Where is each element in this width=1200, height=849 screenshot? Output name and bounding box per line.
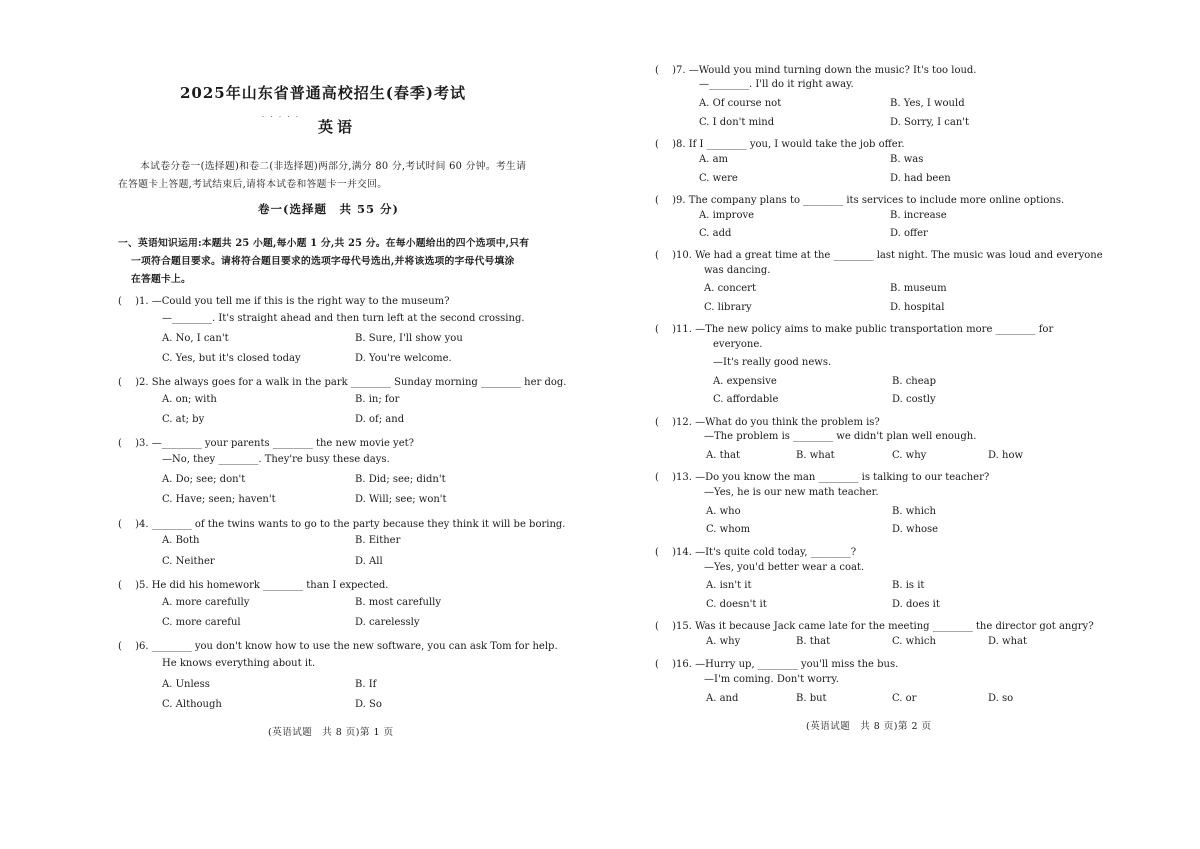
option-a[interactable]: A. am	[699, 154, 729, 165]
option-b[interactable]: B. If	[355, 679, 377, 690]
question-stem: ( )9. The company plans to ________ its services to include more online options.	[655, 195, 1065, 206]
option-b[interactable]: B. museum	[890, 283, 947, 294]
option-d[interactable]: D. had been	[890, 173, 951, 184]
option-d[interactable]: D. how	[988, 450, 1024, 461]
question-stem: —The problem is ________ we didn't plan well enough.	[704, 431, 977, 442]
option-b[interactable]: B. Yes, I would	[890, 98, 965, 109]
question-stem: ( )4. ________ of the twins wants to go to the party because they think it will be boring.	[118, 519, 566, 530]
question-stem: —I'm coming. Don't worry.	[704, 674, 839, 685]
question-stem: ( )16. —Hurry up, ________ you'll miss the bus.	[655, 659, 899, 670]
option-a[interactable]: A. Of course not	[699, 98, 782, 109]
option-a[interactable]: A. and	[706, 693, 739, 704]
question-stem: was dancing.	[704, 265, 771, 276]
option-c[interactable]: C. add	[699, 228, 732, 239]
option-c[interactable]: C. Although	[162, 699, 222, 710]
question-stem: —Yes, you'd better wear a coat.	[704, 562, 865, 573]
option-b[interactable]: B. is it	[892, 580, 925, 591]
option-c[interactable]: C. which	[892, 636, 936, 647]
option-c[interactable]: C. why	[892, 450, 927, 461]
option-b[interactable]: B. Sure, I'll show you	[355, 333, 463, 344]
option-b[interactable]: B. which	[892, 506, 936, 517]
option-c[interactable]: C. at; by	[162, 414, 205, 425]
question-stem: ( )13. —Do you know the man ________ is talking to our teacher?	[655, 472, 990, 483]
exam-subject: 英语	[318, 118, 357, 136]
option-d[interactable]: D. carelessly	[355, 617, 420, 628]
question-stem: ( )11. —The new policy aims to make public transportation more ________ for	[655, 324, 1054, 335]
page-footer: (英语试题 共 8 页)第 1 页	[268, 727, 394, 738]
question-stem: ( )7. —Would you mind turning down the music? It's too loud.	[655, 65, 977, 76]
option-c[interactable]: C. were	[699, 173, 738, 184]
option-a[interactable]: A. Both	[162, 535, 200, 546]
option-d[interactable]: D. costly	[892, 394, 936, 405]
seal-dots: · · · · ·	[262, 113, 301, 121]
option-a[interactable]: A. on; with	[162, 394, 217, 405]
option-a[interactable]: A. that	[706, 450, 741, 461]
question-stem: ( )8. If I ________ you, I would take the job offer.	[655, 139, 905, 150]
option-c[interactable]: C. more careful	[162, 617, 241, 628]
option-c[interactable]: C. doesn't it	[706, 599, 767, 610]
option-a[interactable]: A. concert	[704, 283, 756, 294]
option-d[interactable]: D. whose	[892, 524, 939, 535]
option-d[interactable]: D. You're welcome.	[355, 353, 452, 364]
option-c[interactable]: C. Neither	[162, 556, 215, 567]
option-d[interactable]: D. All	[355, 556, 383, 567]
option-c[interactable]: C. affordable	[713, 394, 779, 405]
option-b[interactable]: B. was	[890, 154, 924, 165]
option-a[interactable]: A. more carefully	[162, 597, 250, 608]
option-d[interactable]: D. So	[355, 699, 382, 710]
question-stem: —No, they ________. They're busy these days.	[162, 454, 390, 465]
option-c[interactable]: C. or	[892, 693, 917, 704]
option-a[interactable]: A. Do; see; don't	[162, 474, 246, 485]
option-a[interactable]: A. who	[706, 506, 741, 517]
option-b[interactable]: B. increase	[890, 210, 947, 221]
option-a[interactable]: A. improve	[699, 210, 755, 221]
question-stem: ( )12. —What do you think the problem is?	[655, 417, 880, 428]
option-c[interactable]: C. library	[704, 302, 752, 313]
option-a[interactable]: A. isn't it	[706, 580, 752, 591]
option-d[interactable]: D. Sorry, I can't	[890, 117, 970, 128]
question-stem: ( )6. ________ you don't know how to use the new software, you can ask Tom for help.	[118, 641, 558, 652]
instruction-line-2: 一项符合题目要求。请将符合题目要求的选项字母代号选出,并将该选项的字母代号填涂	[131, 256, 515, 267]
option-a[interactable]: A. why	[706, 636, 741, 647]
page-footer: (英语试题 共 8 页)第 2 页	[806, 721, 932, 732]
option-c[interactable]: C. whom	[706, 524, 751, 535]
question-stem: He knows everything about it.	[162, 658, 316, 669]
option-d[interactable]: D. of; and	[355, 414, 405, 425]
question-stem: ( )2. She always goes for a walk in the park ________ Sunday morning ________ her dog.	[118, 377, 567, 388]
question-stem: everyone.	[713, 339, 763, 350]
option-d[interactable]: D. hospital	[890, 302, 945, 313]
option-b[interactable]: B. but	[796, 693, 827, 704]
question-stem: ( )15. Was it because Jack came late for the meeting ________ the director got angry?	[655, 621, 1094, 632]
instruction-line-1: 一、英语知识运用:本题共 25 小题,每小题 1 分,共 25 分。在每小题给出的四个选项中,只有	[118, 238, 530, 249]
option-b[interactable]: B. most carefully	[355, 597, 441, 608]
option-c[interactable]: C. Have; seen; haven't	[162, 494, 276, 505]
question-stem: ( )10. We had a great time at the ________ last night. The music was loud and everyone	[655, 250, 1103, 261]
exam-title: 2025年山东省普通高校招生(春季)考试	[180, 84, 466, 102]
intro-line-1: 本试卷分卷一(选择题)和卷二(非选择题)两部分,满分 80 分,考试时间 60 分钟。考生请	[140, 161, 527, 172]
question-stem: ( )1. —Could you tell me if this is the right way to the museum?	[118, 296, 450, 307]
option-b[interactable]: B. Did; see; didn't	[355, 474, 446, 485]
option-b[interactable]: B. what	[796, 450, 835, 461]
option-d[interactable]: D. does it	[892, 599, 940, 610]
question-stem: —________. It's straight ahead and then turn left at the second crossing.	[162, 313, 525, 324]
option-b[interactable]: B. in; for	[355, 394, 400, 405]
option-a[interactable]: A. Unless	[162, 679, 210, 690]
option-b[interactable]: B. that	[796, 636, 831, 647]
option-b[interactable]: B. cheap	[892, 376, 937, 387]
question-stem: —________. I'll do it right away.	[699, 79, 854, 90]
intro-line-2: 在答题卡上答题,考试结束后,请将本试卷和答题卡一并交回。	[118, 179, 388, 190]
instruction-line-3: 在答题卡上。	[131, 274, 191, 285]
section-title: 卷一(选择题 共 55 分)	[258, 202, 399, 216]
question-stem: ( )3. —________ your parents ________ the new movie yet?	[118, 438, 415, 449]
question-stem: ( )5. He did his homework ________ than I expected.	[118, 580, 389, 591]
question-stem: ( )14. —It's quite cold today, ________?	[655, 547, 857, 558]
option-b[interactable]: B. Either	[355, 535, 401, 546]
question-stem: —Yes, he is our new math teacher.	[704, 487, 879, 498]
option-c[interactable]: C. I don't mind	[699, 117, 775, 128]
option-d[interactable]: D. what	[988, 636, 1027, 647]
option-d[interactable]: D. offer	[890, 228, 928, 239]
option-a[interactable]: A. No, I can't	[162, 333, 229, 344]
option-a[interactable]: A. expensive	[713, 376, 777, 387]
option-d[interactable]: D. Will; see; won't	[355, 494, 447, 505]
question-stem: —It's really good news.	[713, 357, 832, 368]
option-c[interactable]: C. Yes, but it's closed today	[162, 353, 301, 364]
option-d[interactable]: D. so	[988, 693, 1014, 704]
